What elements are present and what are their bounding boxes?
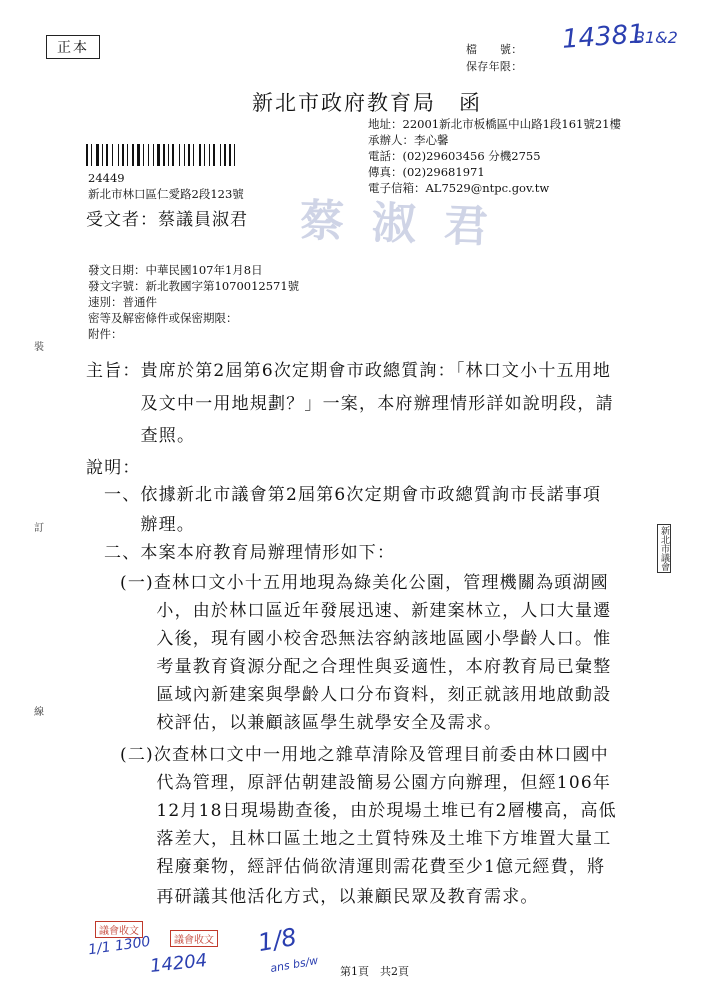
council-seal: 新北市議會 [659,526,669,571]
received-stamp: 議會收文 [95,921,143,938]
sub2-line: (二)次查林口文中一用地之雜草清除及管理目前委由林口國中 [120,745,609,765]
sub2-line: 落差大，且林口區土地之土質特殊及土堆下方堆置大量工 [120,829,612,849]
postal-code: 24449 [88,171,125,185]
document-number: 發文字號：新北教國字第1070012571號 [88,279,300,293]
phone: 電話：(02)29603456 分機2755 [368,149,541,163]
secrecy: 密等及解密條件或保密期限： [88,311,238,325]
subject-line: 查照。 [86,426,196,446]
item1-line: 辦理。 [104,515,195,535]
sub2-line: 代為管理，原評估朝建設簡易公園方向辦理，但經106年 [120,773,612,793]
handwritten-file-number: 14381 [561,19,646,55]
file-number-label: 檔 號： [466,43,523,56]
sub1-line: 區域內新建案與學齡人口分布資料，刻正就該用地啟動設 [120,685,612,705]
sender-address: 地址：22001新北市板橋區中山路1段161號21樓 [368,117,621,131]
sub2-line: 12月18日現場勘查後，由於現場土堆已有2層樓高，高低 [120,801,617,821]
handwritten-initials: ans bs/w [269,953,320,976]
explanation-label: 說明： [86,458,141,478]
speed: 速別：普通件 [88,295,157,309]
issue-date: 發文日期：中華民國107年1月8日 [88,263,263,277]
binding-mark: 裝 [34,342,44,353]
handwritten-number: 14204 [149,950,209,977]
retention-label: 保存年限： [466,60,523,73]
item1-line: 一、依據新北市議會第2屆第6次定期會市政總質詢市長諾事項 [104,485,602,505]
recipient-address: 新北市林口區仁愛路2段123號 [88,187,244,201]
fax: 傳真：(02)29681971 [368,165,485,179]
handler: 承辦人：李心馨 [368,133,449,147]
sub1-line: 考量教育資源分配之合理性與妥適性，本府教育局已彙整 [120,657,612,677]
document-title: 新北市政府教育局 函 [252,91,482,115]
binding-mark: 訂 [34,523,44,534]
attachment: 附件： [88,327,123,341]
recipient: 受文者：蔡議員淑君 [86,210,248,230]
email: 電子信箱：AL7529@ntpc.gov.tw [368,181,550,195]
handwritten-file-code: B1&2 [634,28,678,47]
subject-line: 及文中一用地規劃？」一案，本府辦理情形詳如說明段，請 [86,394,614,414]
item2-heading: 二、本案本府教育局辦理情形如下： [104,543,396,563]
page-number: 第1頁 共2頁 [340,965,409,978]
handwritten-note: 1/1 1300 [87,933,152,959]
sub1-line: 入後，現有國小校舍恐無法容納該地區國小學齡人口。惟 [120,629,612,649]
subject-line: 主旨：貴席於第2屆第6次定期會市政總質詢：「林口文小十五用地 [86,361,612,381]
barcode [86,144,284,166]
sub1-line: 小，由於林口區近年發展迅速、新建案林立，人口大量遷 [120,601,612,621]
binding-mark: 線 [34,707,44,718]
handwritten-date: 1/8 [255,922,299,958]
sub1-line: 校評估，以兼顧該區學生就學安全及需求。 [120,713,503,733]
sub2-line: 程廢棄物，經評估倘欲清運則需花費至少1億元經費，將 [120,857,606,877]
sub2-line: 再研議其他活化方式，以兼顧民眾及教育需求。 [120,887,539,907]
received-stamp: 議會收文 [170,930,218,947]
bleed-through-text: 蔡淑君 [299,195,517,254]
sub1-line: (一)查林口文小十五用地現為綠美化公園，管理機關為頭湖國 [120,573,609,593]
original-copy-stamp: 正本 [46,35,100,59]
